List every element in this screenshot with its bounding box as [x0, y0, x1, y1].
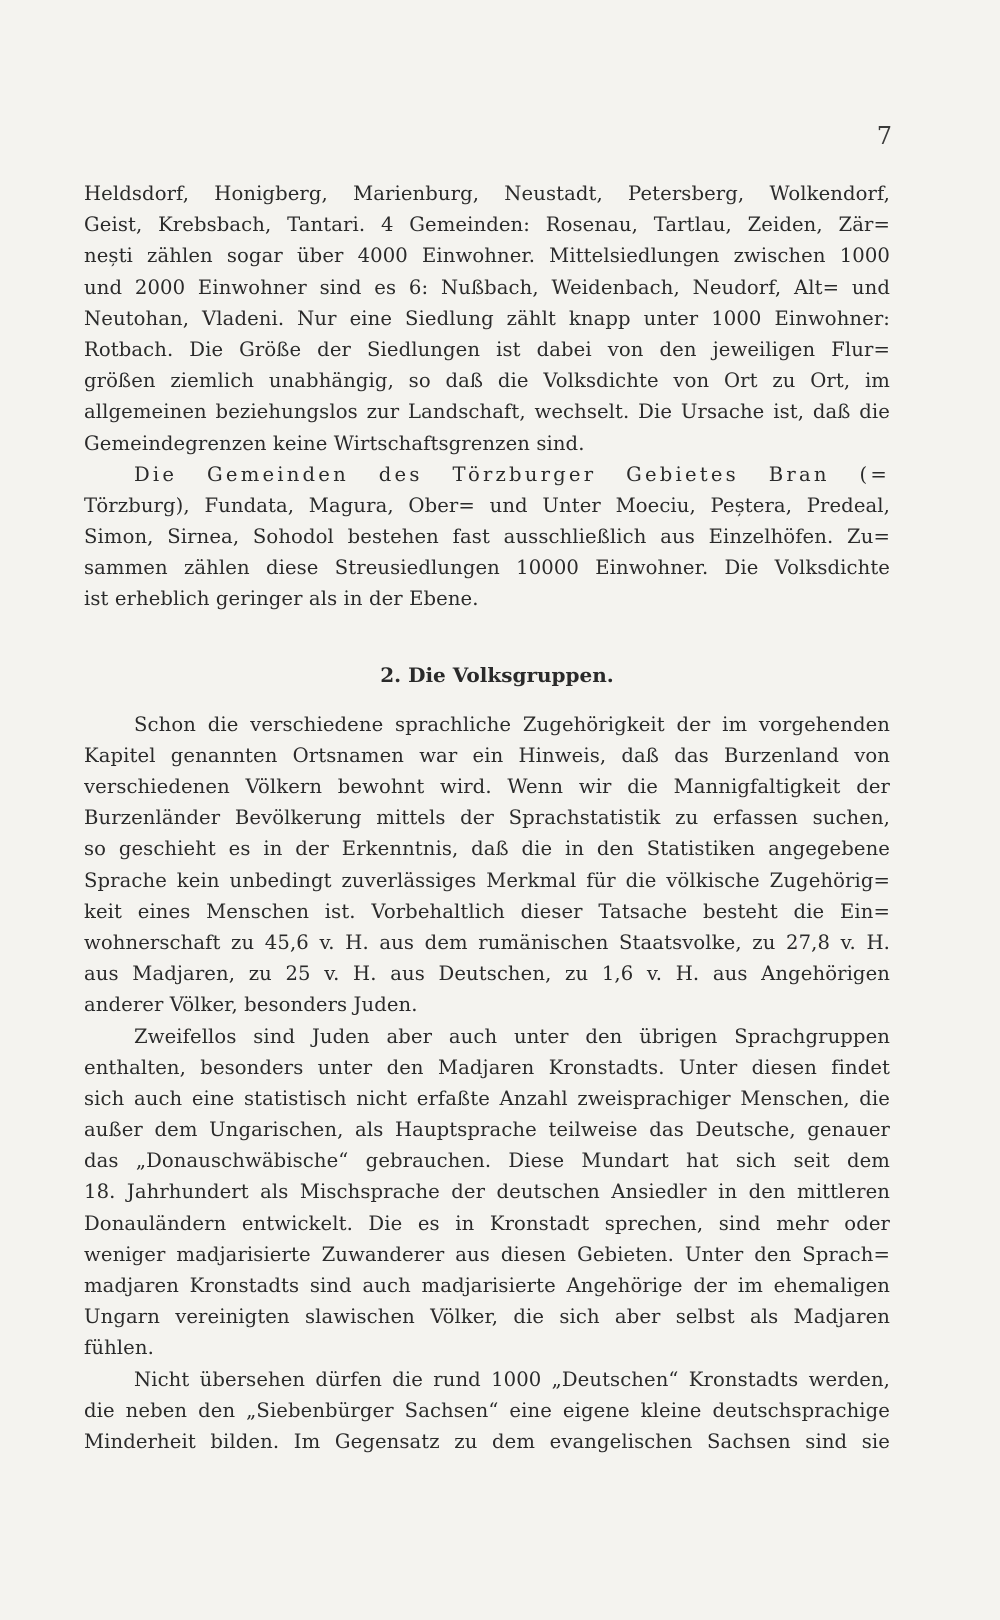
text-line: 18. Jahrhundert als Mischsprache der deutschen Ansiedler in den mittleren [84, 1180, 890, 1204]
text-line: Rotbach. Die Größe der Siedlungen ist dabei von den jeweiligen Flur= [84, 337, 890, 361]
text-line: Sprache kein unbedingt zuverlässiges Merkmal für die völkische Zugehörig= [84, 868, 890, 892]
paragraph-settlements [84, 178, 890, 459]
text-line: Neutohan, Vladeni. Nur eine Siedlung zählt knapp unter 1000 Einwohner: [84, 306, 890, 330]
page-number: 7 [876, 122, 892, 150]
text-line: Geist, Krebsbach, Tantari. 4 Gemeinden: Rosenau, Tartlau, Zeiden, Zär= [84, 213, 890, 237]
text-line: größen ziemlich unabhängig, so daß die Volksdichte von Ort zu Ort, im [84, 369, 890, 393]
paragraph-jews-madjars [84, 1021, 890, 1364]
text-line: Minderheit bilden. Im Gegensatz zu dem evangelischen Sachsen sind sie [84, 1429, 890, 1453]
text-line: so geschieht es in der Erkenntnis, daß die in den Statistiken angegebene [84, 837, 890, 861]
text-line: wohnerschaft zu 45,6 v. H. aus dem rumänischen Staatsvolke, zu 27,8 v. H. [84, 930, 890, 954]
paragraph-toerzburg [84, 459, 890, 615]
paragraph-germans [84, 1364, 890, 1458]
text-line: und 2000 Einwohner sind es 6: Nußbach, Weidenbach, Neudorf, Alt= und [84, 275, 890, 299]
text-line: Burzenländer Bevölkerung mittels der Sprachstatistik zu erfassen suchen, [84, 806, 890, 830]
text-line: madjaren Kronstadts sind auch madjarisierte Angehörige der im ehemaligen [84, 1274, 890, 1297]
text-line: keit eines Menschen ist. Vorbehaltlich dieser Tatsache besteht die Ein= [84, 899, 890, 923]
text-line: aus Madjaren, zu 25 v. H. aus Deutschen, zu 1,6 v. H. aus Angehörigen [84, 962, 890, 986]
text-line: Kapitel genannten Ortsnamen war ein Hinweis, daß das Burzenland von [84, 743, 890, 767]
text-line: Törzburg), Fundata, Magura, Ober= und Unter Moeciu, Peștera, Predeal, [84, 493, 890, 517]
text-line: die neben den „Siebenbürger Sachsen“ eine eigene kleine deutschsprachige [84, 1398, 890, 1422]
text-line: fühlen. [84, 1336, 154, 1360]
section-heading: 2. Die Volksgruppen. [380, 662, 614, 687]
text-line: sich auch eine statistisch nicht erfaßte Anzahl zweisprachiger Menschen, die [84, 1086, 890, 1110]
text-line: außer dem Ungarischen, als Hauptsprache teilweise das Deutsche, genauer [84, 1118, 890, 1142]
text-line: Nicht übersehen dürfen die rund 1000 „Deutschen“ Kronstadts werden, [134, 1367, 890, 1391]
text-line: Simon, Sirnea, Sohodol bestehen fast ausschließlich aus Einzelhöfen. Zu= [84, 525, 890, 549]
text-line: nești zählen sogar über 4000 Einwohner. Mittelsiedlungen zwischen 1000 [84, 244, 890, 268]
text-body [84, 178, 890, 1457]
text-line: das „Donauschwäbische“ gebrauchen. Diese Mundart hat sich seit dem [84, 1149, 890, 1173]
text-line: Schon die verschiedene sprachliche Zugehörigkeit der im vorgehenden [134, 712, 890, 736]
text-line: Zweifellos sind Juden aber auch unter den übrigen Sprachgruppen [134, 1024, 890, 1048]
heading-spacer [84, 697, 890, 709]
text-line: Die Gemeinden des Törzburger Gebietes Bran (= [134, 462, 890, 486]
paragraph-language-groups [84, 709, 890, 1021]
text-line: weniger madjarisierte Zuwanderer aus diesen Gebieten. Unter den Sprach= [84, 1242, 890, 1266]
text-line: allgemeinen beziehungslos zur Landschaft, wechselt. Die Ursache ist, daß die [84, 400, 890, 424]
text-line: sammen zählen diese Streusiedlungen 10000 Einwohner. Die Volksdichte [84, 556, 890, 580]
text-line: verschiedenen Völkern bewohnt wird. Wenn wir die Mannigfaltigkeit der [84, 775, 890, 798]
text-line: Ungarn vereinigten slawischen Völker, die sich aber selbst als Madjaren [84, 1305, 890, 1329]
text-line: Gemeindegrenzen keine Wirtschaftsgrenzen sind. [84, 431, 585, 455]
text-line: Heldsdorf, Honigberg, Marienburg, Neustadt, Petersberg, Wolkendorf, [84, 182, 890, 205]
text-line: anderer Völker, besonders Juden. [84, 993, 418, 1017]
section-spacer [84, 615, 890, 653]
text-line: Donauländern entwickelt. Die es in Kronstadt sprechen, sind mehr oder [84, 1211, 890, 1235]
text-line: ist erheblich geringer als in der Ebene. [84, 587, 479, 611]
text-line: enthalten, besonders unter den Madjaren Kronstadts. Unter diesen findet [84, 1055, 890, 1079]
